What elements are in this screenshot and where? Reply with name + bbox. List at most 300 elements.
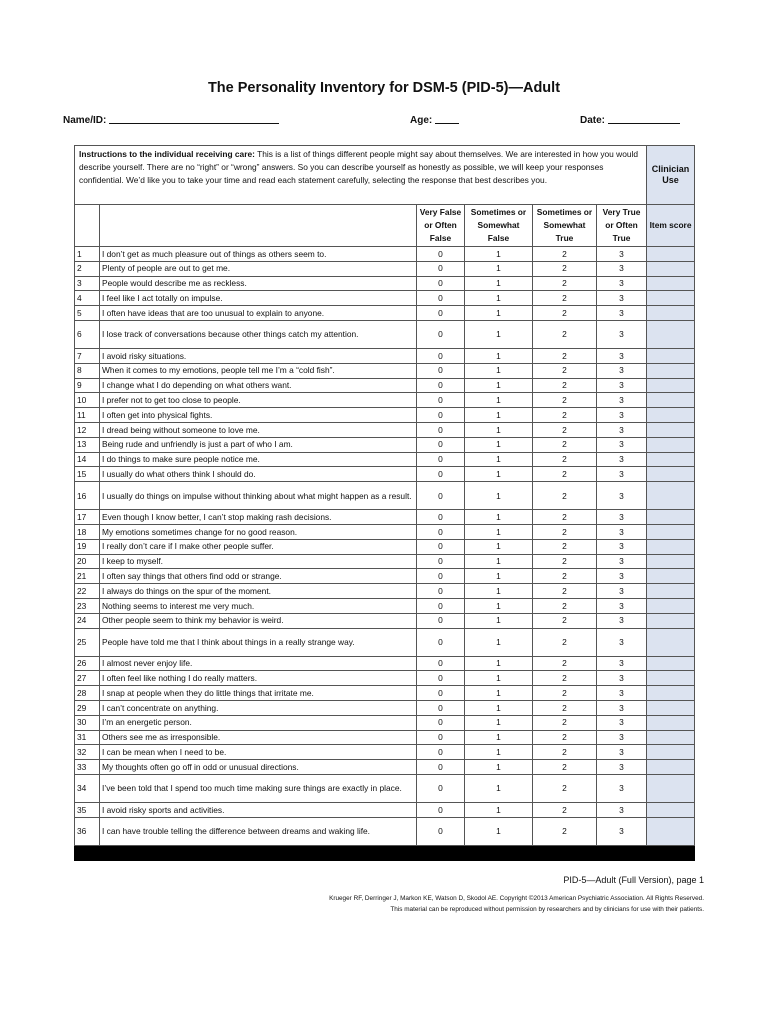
age-line[interactable] <box>435 113 459 124</box>
item-score-cell[interactable] <box>647 715 695 730</box>
item-statement: I’ve been told that I spend too much time making sure things are exactly in place. <box>100 774 417 802</box>
response-somewhat-true[interactable]: 2 <box>533 276 597 291</box>
response-very-true[interactable]: 3 <box>597 320 647 348</box>
header-blank-statement <box>100 205 417 247</box>
item-number: 3 <box>75 276 100 291</box>
footer-citation <box>329 893 704 915</box>
response-very-false[interactable]: 0 <box>417 467 465 482</box>
item-score-cell[interactable] <box>647 730 695 745</box>
item-number: 32 <box>75 745 100 760</box>
response-very-false[interactable]: 0 <box>417 598 465 613</box>
response-very-true[interactable]: 3 <box>597 539 647 554</box>
document-title: The Personality Inventory for DSM-5 (PID-5)—Adult <box>207 80 561 96</box>
response-somewhat-false[interactable]: 1 <box>465 393 533 408</box>
name-id-label: Name/ID: <box>63 115 107 126</box>
response-very-false[interactable]: 0 <box>417 817 465 845</box>
item-number: 19 <box>75 539 100 554</box>
table-row <box>75 802 695 817</box>
response-somewhat-true[interactable]: 2 <box>533 760 597 775</box>
table-row <box>75 276 695 291</box>
response-very-false[interactable]: 0 <box>417 524 465 539</box>
item-score-cell[interactable] <box>647 656 695 671</box>
table-row <box>75 348 695 363</box>
item-score-cell[interactable] <box>647 802 695 817</box>
response-very-true[interactable]: 3 <box>597 437 647 452</box>
response-very-true[interactable]: 3 <box>597 452 647 467</box>
item-number: 33 <box>75 760 100 775</box>
item-number: 12 <box>75 422 100 437</box>
item-number: 22 <box>75 584 100 599</box>
item-statement: I really don’t care if I make other people suffer. <box>100 539 417 554</box>
item-score-cell[interactable] <box>647 363 695 378</box>
response-very-true[interactable]: 3 <box>597 598 647 613</box>
response-somewhat-false[interactable]: 1 <box>465 554 533 569</box>
response-very-true[interactable]: 3 <box>597 686 647 701</box>
response-somewhat-false[interactable]: 1 <box>465 569 533 584</box>
response-somewhat-true[interactable]: 2 <box>533 656 597 671</box>
header-blank-number <box>75 205 100 247</box>
response-somewhat-false[interactable]: 1 <box>465 584 533 599</box>
response-very-false[interactable]: 0 <box>417 700 465 715</box>
response-very-true[interactable]: 3 <box>597 671 647 686</box>
response-somewhat-false[interactable]: 1 <box>465 482 533 510</box>
item-number: 2 <box>75 261 100 276</box>
table-row <box>75 306 695 321</box>
item-statement: Even though I know better, I can’t stop making rash decisions. <box>100 510 417 525</box>
response-somewhat-false[interactable]: 1 <box>465 628 533 656</box>
table-row <box>75 452 695 467</box>
response-somewhat-true[interactable]: 2 <box>533 467 597 482</box>
item-number: 27 <box>75 671 100 686</box>
col-somewhat-false: Sometimes or Somewhat False <box>465 205 533 247</box>
response-somewhat-false[interactable]: 1 <box>465 363 533 378</box>
response-somewhat-true[interactable]: 2 <box>533 584 597 599</box>
item-number: 15 <box>75 467 100 482</box>
item-score-cell[interactable] <box>647 539 695 554</box>
item-statement: I’m an energetic person. <box>100 715 417 730</box>
item-score-cell[interactable] <box>647 393 695 408</box>
table-row <box>75 291 695 306</box>
response-very-true[interactable]: 3 <box>597 408 647 423</box>
response-somewhat-false[interactable]: 1 <box>465 348 533 363</box>
item-score-cell[interactable] <box>647 628 695 656</box>
response-somewhat-false[interactable]: 1 <box>465 539 533 554</box>
response-somewhat-false[interactable]: 1 <box>465 760 533 775</box>
response-very-false[interactable]: 0 <box>417 686 465 701</box>
response-very-true[interactable]: 3 <box>597 363 647 378</box>
item-number: 18 <box>75 524 100 539</box>
item-score-cell[interactable] <box>647 437 695 452</box>
item-score-cell[interactable] <box>647 524 695 539</box>
response-somewhat-false[interactable]: 1 <box>465 422 533 437</box>
item-statement: I often have ideas that are too unusual to explain to anyone. <box>100 306 417 321</box>
response-somewhat-false[interactable]: 1 <box>465 715 533 730</box>
response-very-false[interactable]: 0 <box>417 628 465 656</box>
response-very-true[interactable]: 3 <box>597 510 647 525</box>
item-statement: People would describe me as reckless. <box>100 276 417 291</box>
table-row <box>75 613 695 628</box>
item-score-cell[interactable] <box>647 482 695 510</box>
response-very-false[interactable]: 0 <box>417 422 465 437</box>
name-id-line[interactable] <box>109 113 279 124</box>
response-very-true[interactable]: 3 <box>597 554 647 569</box>
table-row <box>75 247 695 262</box>
response-somewhat-true[interactable]: 2 <box>533 715 597 730</box>
response-somewhat-true[interactable]: 2 <box>533 261 597 276</box>
response-somewhat-false[interactable]: 1 <box>465 524 533 539</box>
response-somewhat-false[interactable]: 1 <box>465 306 533 321</box>
item-score-cell[interactable] <box>647 774 695 802</box>
item-number: 16 <box>75 482 100 510</box>
response-somewhat-true[interactable]: 2 <box>533 378 597 393</box>
table-row <box>75 817 695 845</box>
response-very-true[interactable]: 3 <box>597 378 647 393</box>
table-row <box>75 408 695 423</box>
response-somewhat-true[interactable]: 2 <box>533 539 597 554</box>
response-very-true[interactable]: 3 <box>597 261 647 276</box>
item-number: 26 <box>75 656 100 671</box>
response-very-true[interactable]: 3 <box>597 730 647 745</box>
response-very-false[interactable]: 0 <box>417 393 465 408</box>
response-somewhat-true[interactable]: 2 <box>533 802 597 817</box>
response-somewhat-false[interactable]: 1 <box>465 700 533 715</box>
table-row <box>75 730 695 745</box>
response-somewhat-false[interactable]: 1 <box>465 730 533 745</box>
item-score-cell[interactable] <box>647 306 695 321</box>
item-score-cell[interactable] <box>647 671 695 686</box>
response-very-false[interactable]: 0 <box>417 584 465 599</box>
response-very-false[interactable]: 0 <box>417 802 465 817</box>
response-very-true[interactable]: 3 <box>597 760 647 775</box>
response-very-true[interactable]: 3 <box>597 584 647 599</box>
response-very-false[interactable]: 0 <box>417 760 465 775</box>
response-very-true[interactable]: 3 <box>597 613 647 628</box>
item-number: 30 <box>75 715 100 730</box>
response-very-true[interactable]: 3 <box>597 802 647 817</box>
response-somewhat-true[interactable]: 2 <box>533 613 597 628</box>
item-number: 31 <box>75 730 100 745</box>
item-statement: I keep to myself. <box>100 554 417 569</box>
response-somewhat-false[interactable]: 1 <box>465 598 533 613</box>
response-very-false[interactable]: 0 <box>417 554 465 569</box>
table-row <box>75 598 695 613</box>
item-statement: My thoughts often go off in odd or unusual directions. <box>100 760 417 775</box>
table-row <box>75 745 695 760</box>
response-somewhat-true[interactable]: 2 <box>533 320 597 348</box>
item-statement: Being rude and unfriendly is just a part of who I am. <box>100 437 417 452</box>
item-score-cell[interactable] <box>647 686 695 701</box>
response-somewhat-false[interactable]: 1 <box>465 656 533 671</box>
item-statement: I avoid risky sports and activities. <box>100 802 417 817</box>
response-somewhat-false[interactable]: 1 <box>465 802 533 817</box>
item-score-cell[interactable] <box>647 817 695 845</box>
table-row <box>75 482 695 510</box>
item-number: 36 <box>75 817 100 845</box>
response-somewhat-true[interactable]: 2 <box>533 598 597 613</box>
response-very-true[interactable]: 3 <box>597 422 647 437</box>
response-somewhat-false[interactable]: 1 <box>465 510 533 525</box>
item-statement: My emotions sometimes change for no good reason. <box>100 524 417 539</box>
item-number: 34 <box>75 774 100 802</box>
table-row <box>75 628 695 656</box>
response-somewhat-false[interactable]: 1 <box>465 467 533 482</box>
item-number: 10 <box>75 393 100 408</box>
response-somewhat-false[interactable]: 1 <box>465 774 533 802</box>
response-very-false[interactable]: 0 <box>417 482 465 510</box>
item-number: 29 <box>75 700 100 715</box>
item-score-cell[interactable] <box>647 247 695 262</box>
response-somewhat-false[interactable]: 1 <box>465 437 533 452</box>
response-very-false[interactable]: 0 <box>417 539 465 554</box>
table-row <box>75 774 695 802</box>
table-row <box>75 510 695 525</box>
table-bottom-bar <box>75 845 695 860</box>
response-somewhat-true[interactable]: 2 <box>533 745 597 760</box>
item-score-cell[interactable] <box>647 261 695 276</box>
response-somewhat-true[interactable]: 2 <box>533 363 597 378</box>
response-very-false[interactable]: 0 <box>417 306 465 321</box>
table-row <box>75 437 695 452</box>
response-very-false[interactable]: 0 <box>417 276 465 291</box>
item-score-cell[interactable] <box>647 348 695 363</box>
footer-page-label: PID-5—Adult (Full Version), page 1 <box>563 875 704 885</box>
table-row <box>75 261 695 276</box>
response-very-false[interactable]: 0 <box>417 378 465 393</box>
table-row <box>75 656 695 671</box>
response-very-false[interactable]: 0 <box>417 656 465 671</box>
item-statement: I often say things that others find odd or strange. <box>100 569 417 584</box>
item-number: 21 <box>75 569 100 584</box>
response-somewhat-true[interactable]: 2 <box>533 510 597 525</box>
response-very-true[interactable]: 3 <box>597 774 647 802</box>
response-somewhat-true[interactable]: 2 <box>533 671 597 686</box>
item-statement: I usually do things on impulse without thinking about what might happen as a result. <box>100 482 417 510</box>
age-label: Age: <box>410 115 433 126</box>
table-row <box>75 393 695 408</box>
response-somewhat-false[interactable]: 1 <box>465 261 533 276</box>
table-row <box>75 700 695 715</box>
item-score-cell[interactable] <box>647 700 695 715</box>
table-row <box>75 569 695 584</box>
response-somewhat-true[interactable]: 2 <box>533 247 597 262</box>
item-statement: I can have trouble telling the difference between dreams and waking life. <box>100 817 417 845</box>
table-row <box>75 686 695 701</box>
item-number: 14 <box>75 452 100 467</box>
age-field[interactable] <box>410 113 459 126</box>
response-somewhat-true[interactable]: 2 <box>533 408 597 423</box>
item-number: 1 <box>75 247 100 262</box>
response-very-false[interactable]: 0 <box>417 452 465 467</box>
table-row <box>75 539 695 554</box>
item-number: 6 <box>75 320 100 348</box>
response-very-false[interactable]: 0 <box>417 745 465 760</box>
response-very-true[interactable]: 3 <box>597 715 647 730</box>
response-very-true[interactable]: 3 <box>597 291 647 306</box>
table-row <box>75 715 695 730</box>
item-number: 25 <box>75 628 100 656</box>
table-row <box>75 378 695 393</box>
response-somewhat-true[interactable]: 2 <box>533 817 597 845</box>
response-very-false[interactable]: 0 <box>417 437 465 452</box>
table-row <box>75 554 695 569</box>
response-very-true[interactable]: 3 <box>597 700 647 715</box>
response-somewhat-true[interactable]: 2 <box>533 686 597 701</box>
response-somewhat-true[interactable]: 2 <box>533 700 597 715</box>
response-somewhat-false[interactable]: 1 <box>465 408 533 423</box>
response-very-false[interactable]: 0 <box>417 363 465 378</box>
table-row <box>75 760 695 775</box>
response-very-false[interactable]: 0 <box>417 774 465 802</box>
table-row <box>75 467 695 482</box>
date-line[interactable] <box>608 113 680 124</box>
bottom-bar-cell <box>75 845 695 860</box>
col-somewhat-true: Sometimes or Somewhat True <box>533 205 597 247</box>
response-somewhat-false[interactable]: 1 <box>465 817 533 845</box>
response-somewhat-true[interactable]: 2 <box>533 291 597 306</box>
response-somewhat-true[interactable]: 2 <box>533 554 597 569</box>
response-very-false[interactable]: 0 <box>417 613 465 628</box>
response-somewhat-true[interactable]: 2 <box>533 437 597 452</box>
response-somewhat-true[interactable]: 2 <box>533 730 597 745</box>
item-score-cell[interactable] <box>647 320 695 348</box>
response-somewhat-false[interactable]: 1 <box>465 247 533 262</box>
col-item-score: Item score <box>647 205 695 247</box>
item-statement: I do things to make sure people notice me. <box>100 452 417 467</box>
response-somewhat-false[interactable]: 1 <box>465 320 533 348</box>
table-row <box>75 524 695 539</box>
item-number: 8 <box>75 363 100 378</box>
response-very-true[interactable]: 3 <box>597 524 647 539</box>
response-very-true[interactable]: 3 <box>597 628 647 656</box>
response-very-true[interactable]: 3 <box>597 745 647 760</box>
item-statement: Others see me as irresponsible. <box>100 730 417 745</box>
response-somewhat-true[interactable]: 2 <box>533 422 597 437</box>
response-very-false[interactable]: 0 <box>417 510 465 525</box>
response-somewhat-true[interactable]: 2 <box>533 393 597 408</box>
instructions-text: This is a list of things different people might say about themselves. We are interested in how you would describe yourself. There are no “right” or “wrong” answers. So you can describe yourself as honestly as possible, we will keep your responses confidential. We’d like you to take your time and read each statement carefully, selecting the response that best describes you. <box>79 149 639 185</box>
item-statement: I usually do what others think I should do. <box>100 467 417 482</box>
item-statement: I avoid risky situations. <box>100 348 417 363</box>
response-somewhat-false[interactable]: 1 <box>465 686 533 701</box>
response-very-true[interactable]: 3 <box>597 276 647 291</box>
item-score-cell[interactable] <box>647 598 695 613</box>
response-very-true[interactable]: 3 <box>597 817 647 845</box>
response-very-false[interactable]: 0 <box>417 408 465 423</box>
response-very-true[interactable]: 3 <box>597 569 647 584</box>
col-very-true: Very True or Often True <box>597 205 647 247</box>
item-statement: I can’t concentrate on anything. <box>100 700 417 715</box>
item-score-cell[interactable] <box>647 276 695 291</box>
item-statement: I lose track of conversations because other things catch my attention. <box>100 320 417 348</box>
item-number: 5 <box>75 306 100 321</box>
item-statement: Nothing seems to interest me very much. <box>100 598 417 613</box>
item-statement: I don’t get as much pleasure out of things as others seem to. <box>100 247 417 262</box>
item-statement: When it comes to my emotions, people tell me I’m a “cold fish”. <box>100 363 417 378</box>
item-score-cell[interactable] <box>647 452 695 467</box>
response-very-false[interactable]: 0 <box>417 261 465 276</box>
item-score-cell[interactable] <box>647 745 695 760</box>
response-very-false[interactable]: 0 <box>417 247 465 262</box>
response-somewhat-false[interactable]: 1 <box>465 671 533 686</box>
item-statement: I change what I do depending on what others want. <box>100 378 417 393</box>
response-somewhat-false[interactable]: 1 <box>465 291 533 306</box>
item-statement: Other people seem to think my behavior is weird. <box>100 613 417 628</box>
response-very-true[interactable]: 3 <box>597 482 647 510</box>
clinician-use-header: Clinician Use <box>647 146 695 205</box>
name-id-field[interactable] <box>63 113 279 126</box>
item-score-cell[interactable] <box>647 408 695 423</box>
response-very-true[interactable]: 3 <box>597 467 647 482</box>
response-very-false[interactable]: 0 <box>417 715 465 730</box>
item-statement: I always do things on the spur of the moment. <box>100 584 417 599</box>
item-number: 28 <box>75 686 100 701</box>
items-body <box>75 247 695 846</box>
response-somewhat-true[interactable]: 2 <box>533 628 597 656</box>
response-very-false[interactable]: 0 <box>417 569 465 584</box>
response-very-true[interactable]: 3 <box>597 393 647 408</box>
item-number: 7 <box>75 348 100 363</box>
item-score-cell[interactable] <box>647 584 695 599</box>
response-very-true[interactable]: 3 <box>597 247 647 262</box>
response-somewhat-true[interactable]: 2 <box>533 774 597 802</box>
instructions-lead: Instructions to the individual receiving care: <box>79 149 255 159</box>
table-row <box>75 422 695 437</box>
response-somewhat-true[interactable]: 2 <box>533 306 597 321</box>
response-somewhat-false[interactable]: 1 <box>465 745 533 760</box>
response-somewhat-true[interactable]: 2 <box>533 524 597 539</box>
response-somewhat-false[interactable]: 1 <box>465 378 533 393</box>
response-very-false[interactable]: 0 <box>417 348 465 363</box>
response-very-true[interactable]: 3 <box>597 306 647 321</box>
item-number: 24 <box>75 613 100 628</box>
item-statement: I feel like I act totally on impulse. <box>100 291 417 306</box>
citation-line-1: Krueger RF, Derringer J, Markon KE, Watson D, Skodol AE. Copyright ©2013 American Psychiatric Association. All Rights Reserved. <box>329 895 704 902</box>
item-score-cell[interactable] <box>647 760 695 775</box>
item-statement: I often feel like nothing I do really matters. <box>100 671 417 686</box>
table-row <box>75 363 695 378</box>
response-very-false[interactable]: 0 <box>417 730 465 745</box>
response-very-true[interactable]: 3 <box>597 348 647 363</box>
item-number: 9 <box>75 378 100 393</box>
response-very-true[interactable]: 3 <box>597 656 647 671</box>
response-very-false[interactable]: 0 <box>417 320 465 348</box>
item-statement: I dread being without someone to love me. <box>100 422 417 437</box>
response-somewhat-true[interactable]: 2 <box>533 348 597 363</box>
response-somewhat-true[interactable]: 2 <box>533 482 597 510</box>
response-somewhat-true[interactable]: 2 <box>533 452 597 467</box>
response-very-false[interactable]: 0 <box>417 291 465 306</box>
response-somewhat-false[interactable]: 1 <box>465 276 533 291</box>
item-number: 4 <box>75 291 100 306</box>
item-score-cell[interactable] <box>647 510 695 525</box>
item-statement: I almost never enjoy life. <box>100 656 417 671</box>
item-number: 35 <box>75 802 100 817</box>
response-somewhat-false[interactable]: 1 <box>465 452 533 467</box>
item-score-cell[interactable] <box>647 422 695 437</box>
response-very-false[interactable]: 0 <box>417 671 465 686</box>
item-score-cell[interactable] <box>647 569 695 584</box>
item-score-cell[interactable] <box>647 613 695 628</box>
item-score-cell[interactable] <box>647 378 695 393</box>
item-statement: I prefer not to get too close to people. <box>100 393 417 408</box>
date-field[interactable] <box>580 113 680 126</box>
item-score-cell[interactable] <box>647 467 695 482</box>
response-somewhat-false[interactable]: 1 <box>465 613 533 628</box>
item-score-cell[interactable] <box>647 554 695 569</box>
instructions-box <box>75 146 647 205</box>
response-somewhat-true[interactable]: 2 <box>533 569 597 584</box>
item-score-cell[interactable] <box>647 291 695 306</box>
